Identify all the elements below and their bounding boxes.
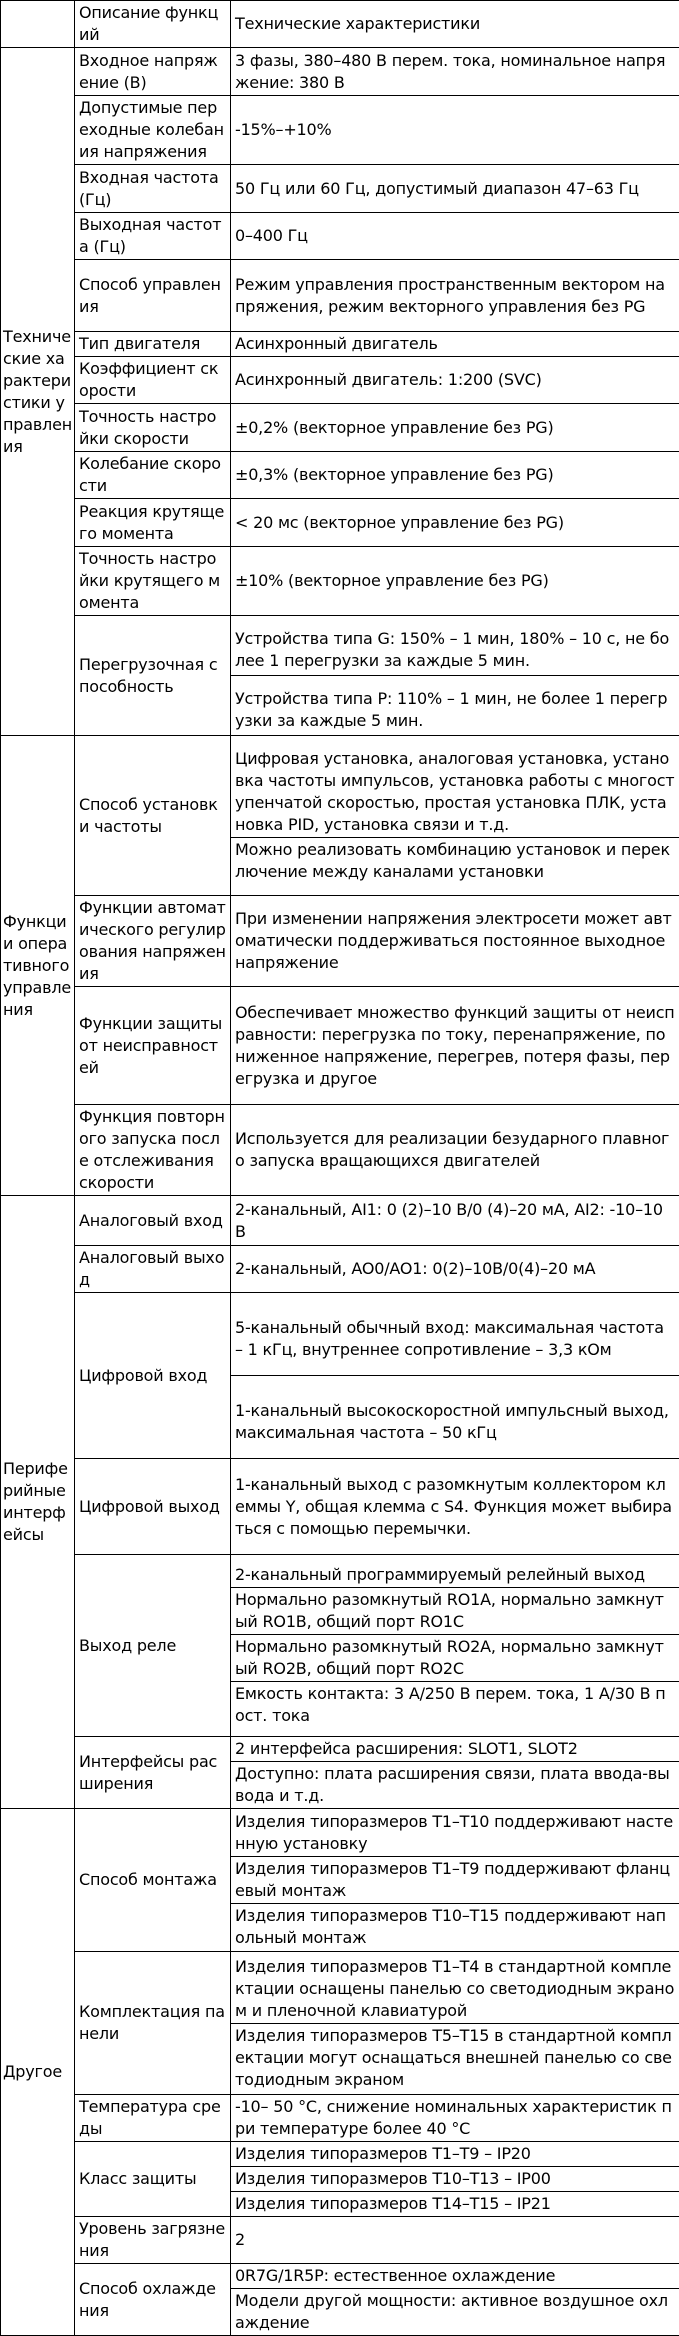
spec-value: < 20 мс (векторное управление без PG) <box>231 499 679 547</box>
spec-value-line: Устройства типа P: 110% – 1 мин, не более 1 перегрузки за каждые 5 мин. <box>231 675 679 735</box>
spec-value: 2-канальный, AO0/AO1: 0(2)–10В/0(4)–20 мА <box>231 1246 679 1293</box>
spec-row <box>1 499 679 547</box>
spec-value: 1-канальный выход с разомкнутым коллектором клеммы Y, общая клемма с S4. Функция может выбираться с помощью перемычки. <box>231 1459 679 1555</box>
spec-value-line: Цифровая установка, аналоговая установка, установка частоты импульсов, установка работы с многоступенчатой скоростью, простая установка ПЛК, установка PID, установка связи и т.д. <box>231 747 679 837</box>
spec-value-line: Изделия типоразмеров T1–T4 в стандартной комплектации оснащены панелью со светодиодным экраном и пленочной клавиатурой <box>231 1955 679 2023</box>
spec-row <box>1 1952 679 2095</box>
spec-row <box>1 736 679 896</box>
spec-value-group <box>231 616 679 736</box>
spec-row <box>1 165 679 213</box>
spec-value: -15%–+10% <box>231 96 679 165</box>
spec-row <box>1 987 679 1105</box>
spec-row <box>1 1293 679 1459</box>
spec-row <box>1 2264 679 2336</box>
function-label: Способ монтажа <box>75 1809 231 1952</box>
function-label: Точность настройки скорости <box>75 404 231 452</box>
spec-value-line: Изделия типоразмеров T1–T9 поддерживают фланцевый монтаж <box>231 1856 679 1903</box>
spec-value: Асинхронный двигатель: 1:200 (SVC) <box>231 357 679 404</box>
spec-value-line: Изделия типоразмеров T14–T15 – IP21 <box>231 2191 679 2216</box>
function-label: Входное напряжение (В) <box>75 48 231 96</box>
spec-row <box>1 1196 679 1246</box>
function-label: Тип двигателя <box>75 332 231 357</box>
spec-row <box>1 547 679 616</box>
function-label: Выход реле <box>75 1555 231 1737</box>
spec-value: Обеспечивает множество функций защиты от неисправности: перегрузка по току, перенапряжение, пониженное напряжение, перегрев, потеря фазы, перегрузка и другое <box>231 987 679 1105</box>
function-label: Точность настройки крутящего момента <box>75 547 231 616</box>
spec-value: -10– 50 °C, снижение номинальных характеристик при температуре более 40 °C <box>231 2095 679 2142</box>
function-label: Колебание скорости <box>75 452 231 499</box>
spec-value-line: Доступно: плата расширения связи, плата ввода-вывода и т.д. <box>231 1761 679 1808</box>
function-label: Комплектация панели <box>75 1952 231 2095</box>
spec-value: Режим управления пространственным вектором напряжения, режим векторного управления без PG <box>231 260 679 332</box>
header-row <box>1 1 679 48</box>
spec-row <box>1 213 679 260</box>
function-label: Допустимые переходные колебания напряжения <box>75 96 231 165</box>
function-label: Функция повторного запуска после отслеживания скорости <box>75 1105 231 1196</box>
function-label: Способ охлаждения <box>75 2264 231 2336</box>
spec-row <box>1 96 679 165</box>
spec-row <box>1 1246 679 1293</box>
function-label: Интерфейсы расширения <box>75 1737 231 1809</box>
spec-value-group <box>231 1809 679 1952</box>
function-label: Аналоговый вход <box>75 1196 231 1246</box>
spec-row <box>1 1809 679 1952</box>
spec-value-line: Изделия типоразмеров T10–T15 поддерживают напольный монтаж <box>231 1903 679 1950</box>
spec-value: 2 <box>231 2217 679 2264</box>
spec-row <box>1 260 679 332</box>
spec-row <box>1 404 679 452</box>
spec-value-line: Емкость контакта: 3 А/250 В перем. тока, 1 А/30 В пост. тока <box>231 1681 679 1728</box>
spec-value: 3 фазы, 380–480 В перем. тока, номинальное напряжение: 380 В <box>231 48 679 96</box>
spec-row <box>1 616 679 736</box>
header-cell-empty <box>1 1 75 48</box>
spec-row <box>1 332 679 357</box>
spec-value-line: 0R7G/1R5P: естественное охлаждение <box>231 2264 679 2288</box>
spec-value: 50 Гц или 60 Гц, допустимый диапазон 47–63 Гц <box>231 165 679 213</box>
function-label: Реакция крутящего момента <box>75 499 231 547</box>
spec-value-group <box>231 1952 679 2095</box>
function-label: Способ установки частоты <box>75 736 231 896</box>
function-label: Цифровой вход <box>75 1293 231 1459</box>
spec-value-line: Можно реализовать комбинацию установок и переключение между каналами установки <box>231 837 679 884</box>
category-cell: Функции оперативного управления <box>1 736 75 1196</box>
spec-row <box>1 2095 679 2142</box>
function-label: Класс защиты <box>75 2142 231 2217</box>
spec-value-line: 2-канальный программируемый релейный выход <box>231 1563 679 1587</box>
spec-value-group <box>231 2264 679 2336</box>
spec-value-group <box>231 736 679 896</box>
spec-value-line: Устройства типа G: 150% – 1 мин, 180% – 10 с, не более 1 перегрузки за каждые 5 мин. <box>231 616 679 675</box>
function-label: Коэффициент скорости <box>75 357 231 404</box>
function-label: Температура среды <box>75 2095 231 2142</box>
function-label: Уровень загрязнения <box>75 2217 231 2264</box>
spec-value-line: Изделия типоразмеров T1–T10 поддерживают настенную установку <box>231 1810 679 1856</box>
spec-row <box>1 896 679 987</box>
header-functions: Описание функций <box>75 1 231 48</box>
spec-value-line: Нормально разомкнутый RO1A, нормально замкнутый RO1B, общий порт RO1C <box>231 1587 679 1634</box>
header-specs: Технические характеристики <box>231 1 679 48</box>
spec-row <box>1 2217 679 2264</box>
spec-row <box>1 1459 679 1555</box>
spec-row <box>1 452 679 499</box>
spec-value: ±0,3% (векторное управление без PG) <box>231 452 679 499</box>
spec-value-group <box>231 2142 679 2217</box>
spec-row <box>1 2142 679 2217</box>
spec-value-line: 1-канальный высокоскоростной импульсный выход, максимальная частота – 50 кГц <box>231 1375 679 1458</box>
category-cell: Технические характеристики управления <box>1 48 75 736</box>
spec-value-line: Изделия типоразмеров T1–T9 – IP20 <box>231 2142 679 2166</box>
spec-row <box>1 357 679 404</box>
spec-row <box>1 1737 679 1809</box>
spec-value: ±0,2% (векторное управление без PG) <box>231 404 679 452</box>
spec-value-group <box>231 1293 679 1459</box>
spec-value-line: Изделия типоразмеров T5–T15 в стандартной комплектации могут оснащаться внешней панелью со светодиодным экраном <box>231 2023 679 2092</box>
function-label: Аналоговый выход <box>75 1246 231 1293</box>
spec-value-group <box>231 1737 679 1809</box>
function-label: Функции автоматического регулирования напряжения <box>75 896 231 987</box>
function-label: Выходная частота (Гц) <box>75 213 231 260</box>
spec-value: 2-канальный, AI1: 0 (2)–10 В/0 (4)–20 мА, AI2: -10–10 В <box>231 1196 679 1246</box>
spec-value-line: Изделия типоразмеров T10–T13 – IP00 <box>231 2166 679 2191</box>
spec-value: Асинхронный двигатель <box>231 332 679 357</box>
spec-value: ±10% (векторное управление без PG) <box>231 547 679 616</box>
function-label: Входная частота (Гц) <box>75 165 231 213</box>
category-cell: Периферийные интерфейсы <box>1 1196 75 1809</box>
spec-value-line: 2 интерфейса расширения: SLOT1, SLOT2 <box>231 1737 679 1761</box>
function-label: Функции защиты от неисправностей <box>75 987 231 1105</box>
function-label: Перегрузочная способность <box>75 616 231 736</box>
function-label: Цифровой выход <box>75 1459 231 1555</box>
spec-value-line: Нормально разомкнутый RO2A, нормально замкнутый RO2B, общий порт RO2C <box>231 1634 679 1681</box>
spec-value-group <box>231 1555 679 1737</box>
function-label: Способ управления <box>75 260 231 332</box>
spec-value: Используется для реализации безударного плавного запуска вращающихся двигателей <box>231 1105 679 1196</box>
spec-value-line: 5-канальный обычный вход: максимальная частота – 1 кГц, внутреннее сопротивление – 3,3 кОм <box>231 1293 679 1375</box>
spec-value-line: Модели другой мощности: активное воздушное охлаждение <box>231 2288 679 2335</box>
spec-value: При изменении напряжения электросети может автоматически поддерживаться постоянное выходное напряжение <box>231 896 679 987</box>
spec-value: 0–400 Гц <box>231 213 679 260</box>
category-cell: Другое <box>1 1809 75 2336</box>
spec-row <box>1 1105 679 1196</box>
spec-row <box>1 48 679 96</box>
spec-row <box>1 1555 679 1737</box>
